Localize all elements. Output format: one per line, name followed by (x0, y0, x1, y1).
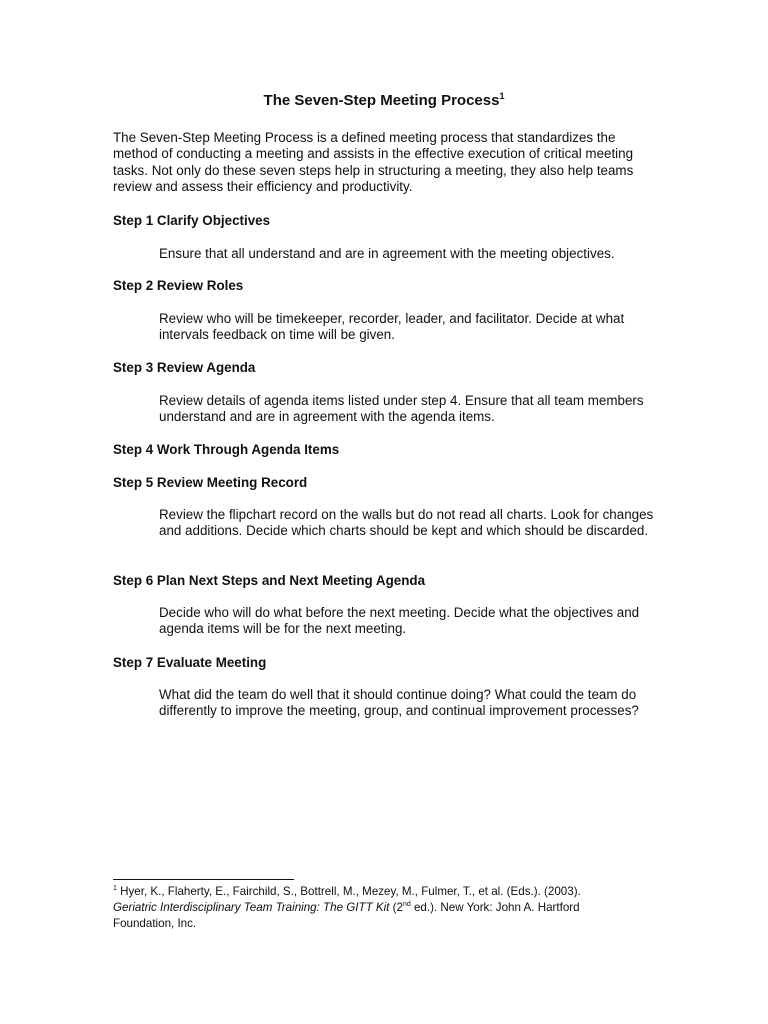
step-4-heading: Step 4 Work Through Agenda Items (113, 442, 340, 457)
document-title-text: The Seven-Step Meeting Process (263, 92, 500, 109)
footnote-book-title: Geriatric Interdisciplinary Team Training: The GITT Kit (113, 901, 390, 914)
intro-paragraph: The Seven-Step Meeting Process is a defined meeting process that standardizes the method of conducting a meeting and assists in the effective execution of critical meeting tasks. Not only do these seven steps help in structuring a meeting, they also help teams review and assess their efficiency and productivity. (113, 130, 634, 194)
step-1-body: Ensure that all understand and are in agreement with the meeting objectives. (159, 246, 615, 261)
step-7-heading: Step 7 Evaluate Meeting (113, 655, 267, 670)
footnote-authors: Hyer, K., Flaherty, E., Fairchild, S., Bottrell, M., Mezey, M., Fulmer, T., et al. (Eds.). (2003). (116, 885, 581, 898)
step-3-body: Review details of agenda items listed under step 4. Ensure that all team members understand and are in agreement with the agenda items. (159, 393, 644, 425)
step-6-heading: Step 6 Plan Next Steps and Next Meeting Agenda (113, 573, 426, 588)
footnote (113, 884, 643, 932)
step-3-heading: Step 3 Review Agenda (113, 360, 256, 375)
footnote-separator (113, 879, 294, 880)
step-2-heading: Step 2 Review Roles (113, 278, 244, 293)
title-footnote-marker: 1 (499, 91, 505, 101)
footnote-edition-prefix: (2 (389, 901, 403, 914)
footnote-edition-suffix: nd (402, 901, 411, 908)
step-7-body: What did the team do well that it should continue doing? What could the team do differently to improve the meeting, group, and continual improvement processes? (159, 687, 639, 719)
footnote-marker: 1 (113, 885, 117, 892)
step-1-heading: Step 1 Clarify Objectives (113, 213, 271, 228)
step-2-body: Review who will be timekeeper, recorder, leader, and facilitator. Decide at what intervals feedback on time will be given. (159, 311, 625, 343)
step-5-heading: Step 5 Review Meeting Record (113, 475, 308, 490)
document-title (0, 91, 768, 111)
step-6-body: Decide who will do what before the next meeting. Decide what the objectives and agenda items will be for the next meeting. (159, 605, 640, 637)
step-5-body: Review the flipchart record on the walls but do not read all charts. Look for changes and additions. Decide which charts should be kept and which should be discarded. (159, 507, 654, 539)
footnote-publisher: ed.). New York: John A. Hartford Foundation, Inc. (113, 901, 580, 930)
